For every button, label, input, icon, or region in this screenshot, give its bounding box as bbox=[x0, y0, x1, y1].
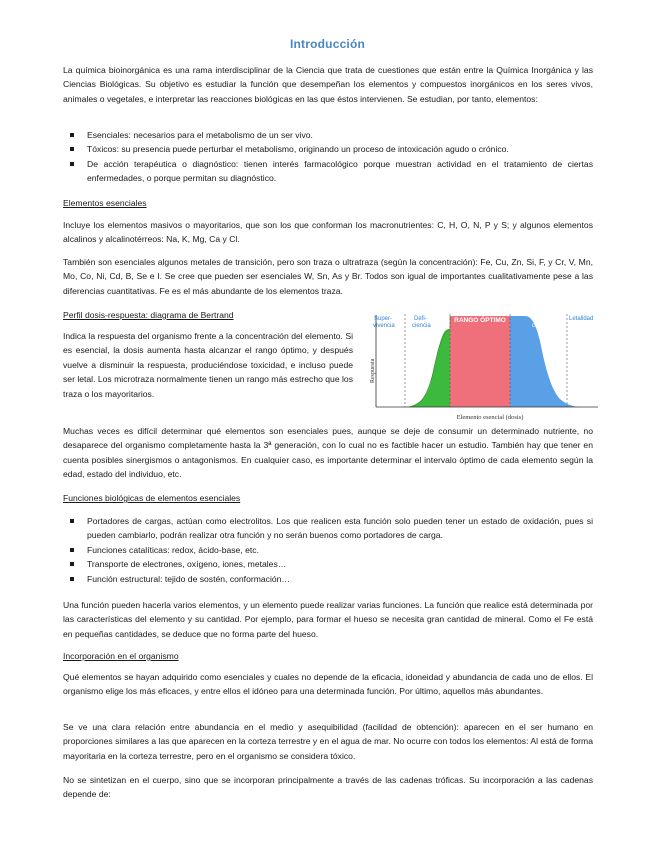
y-axis-label: Respuesta bbox=[370, 358, 376, 383]
paragraph: Qué elementos se hayan adquirido como esenciales y cuales no depende de la eficacia, idoneidad y abundancia de cada uno de ellos. El organismo elige los más eficaces, y entre ellos el idóneo para una determinada función. Por último, aquellos más abundantes. bbox=[63, 672, 593, 697]
zone-label-supervivencia: vivencia bbox=[373, 323, 395, 329]
list-item: Tóxicos: su presencia puede perturbar el metabolismo, originando un proceso de intoxicación agudo o crónico. bbox=[63, 142, 593, 156]
bertrand-diagram bbox=[370, 311, 603, 424]
page-title: Introducción bbox=[289, 37, 366, 51]
section-heading-elementos: Elementos esenciales bbox=[63, 198, 147, 208]
list-item: Transporte de electrones, oxígeno, iones, metales… bbox=[63, 557, 593, 571]
zone-label-toxicidad: cidad bbox=[532, 323, 547, 329]
paragraph: No se sintetizan en el cuerpo, sino que se incorporan principalmente a través de las cadenas tróficas. Su incorporación a las cadenas depende de: bbox=[63, 775, 593, 800]
zone-label-letalidad: Letalidad bbox=[569, 316, 594, 322]
list-item: Portadores de cargas, actúan como electrolitos. Los que realicen esta función solo pueden tener un estado de oxidación, pues si pueden cambiarlo, podrán realizar otra función y no serán buenos como portadores de carga. bbox=[63, 514, 593, 543]
zone-label-toxicidad: Toxi- bbox=[533, 316, 546, 322]
zone-label-deficiencia: Defi- bbox=[414, 316, 427, 322]
list-item: Esenciales: necesarios para el metabolismo de un ser vivo. bbox=[63, 128, 593, 142]
zone-label-optimo: RANGO ÓPTIMO bbox=[454, 317, 506, 324]
zone-label-supervivencia: Super- bbox=[374, 316, 393, 322]
functions-list bbox=[63, 514, 593, 586]
x-axis-label: Elemento esencial (dosis) bbox=[456, 414, 524, 421]
list-item: Funciones catalíticas: redox, ácido-base, etc. bbox=[63, 543, 593, 557]
list-item: De acción terapéutica o diagnóstico: tienen interés farmacológico porque muestran actividad en el tratamiento de ciertas enfermedades, o porque permitan su diagnóstico. bbox=[63, 157, 593, 186]
paragraph: Se ve una clara relación entre abundancia en el medio y asequibilidad (facilidad de obtención): aparecen en el ser humano en proporciones similares a las que aparecen en la corteza terrestre y en el agua de mar. No ocurre con todos los elementos: Al está de forma mayoritaria en la corteza terrestre, pero en el organismo se considera tóxico. bbox=[63, 722, 593, 761]
paragraph: También son esenciales algunos metales de transición, pero son traza o ultratraza (según la concentración): Fe, Cu, Zn, Si, F, y Cr, V, Mn, Mo, Co, Ni, Cd, B, Se e I. Se cree que pueden ser esenciales W, Sn, As y Br. Todos son igual de importantes cualitativamente pese a las diferencias cuantitativas. Fe es el más abundante de los elementos traza. bbox=[63, 257, 593, 296]
zone-label-deficiencia: ciencia bbox=[412, 323, 431, 329]
section-heading-funciones: Funciones biológicas de elementos esenciales bbox=[63, 493, 241, 503]
intro-paragraph: La química bioinorgánica es una rama interdisciplinar de la Ciencia que trata de cuestiones que están entre la Química Inorgánica y las Ciencias Biológicas. Su objetivo es estudiar la función que desempeñan los elementos y compuestos inorgánicos en los seres vivos, animales o vegetales, e interpretar las reacciones biológicas en las que éstos intervienen. Se estudian, por tanto, elementos: bbox=[63, 65, 593, 104]
paragraph: Muchas veces es difícil determinar qué elementos son esenciales pues, aunque se deje de consumir un determinado nutriente, no desaparece del organismo completamente hasta la 3ª generación, con lo cual no es factible hacer un estudio. También hay que tener en cuenta posibles sinergismos o antagonismos. En cualquier caso, es importante determinar el intervalo óptimo de cada elemento según la edad, estado del individuo, etc. bbox=[63, 426, 593, 480]
paragraph: Una función pueden hacerla varios elementos, y un elemento puede realizar varias funciones. La función que realice está determinada por las características del elemento y su cantidad. Por ejemplo, para formar el hueso se necesita gran cantidad de mineral. Como el Fe está en pequeñas cantidades, se deduce que no forma parte del hueso. bbox=[63, 600, 593, 639]
intro-list bbox=[63, 128, 593, 186]
section-heading-bertrand: Perfil dosis-respuesta: diagrama de Bertrand bbox=[63, 310, 234, 320]
paragraph: Incluye los elementos masivos o mayoritarios, que son los que conforman los macronutrientes: C, H, O, N, P y S; y algunos elementos alcalinos y alcalinotérreos: Na, K, Mg, Ca y Cl. bbox=[63, 220, 593, 245]
section-heading-incorporacion: Incorporación en el organismo bbox=[63, 651, 179, 661]
paragraph: Indica la respuesta del organismo frente a la concentración del elemento. Si es esencial, la dosis aumenta hasta alcanzar el rango óptimo, y después vuelve a disminuir la respuesta, produciéndose toxicidad, e incluso puede ser letal. Los microtraza normalmente tienen un rango más estrecho que los traza o los mayoritarios. bbox=[63, 331, 353, 399]
list-item: Función estructural: tejido de sostén, conformación… bbox=[63, 572, 593, 586]
